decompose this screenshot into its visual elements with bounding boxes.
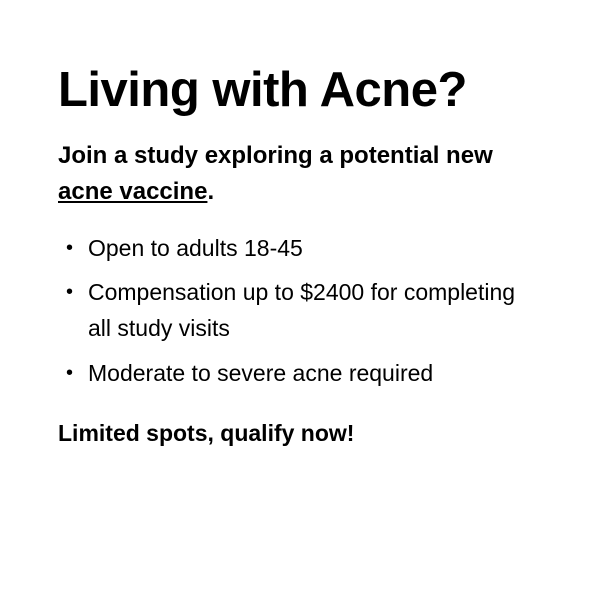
subheadline-text-before: Join a study exploring a potential new	[58, 141, 493, 169]
subheadline	[58, 138, 542, 211]
list-item: • Open to adults 18-45	[58, 231, 542, 267]
list-item: • Moderate to severe acne required	[58, 356, 542, 392]
list-item: • Compensation up to $2400 for completing all study visits	[58, 275, 542, 346]
subheadline-emphasis: acne vaccine	[58, 178, 208, 206]
benefits-list	[58, 231, 542, 401]
subheadline-text-after: .	[207, 178, 215, 206]
closing-call-to-action: Limited spots, qualify now!	[58, 420, 355, 447]
page-title: Living with Acne?	[58, 63, 467, 117]
